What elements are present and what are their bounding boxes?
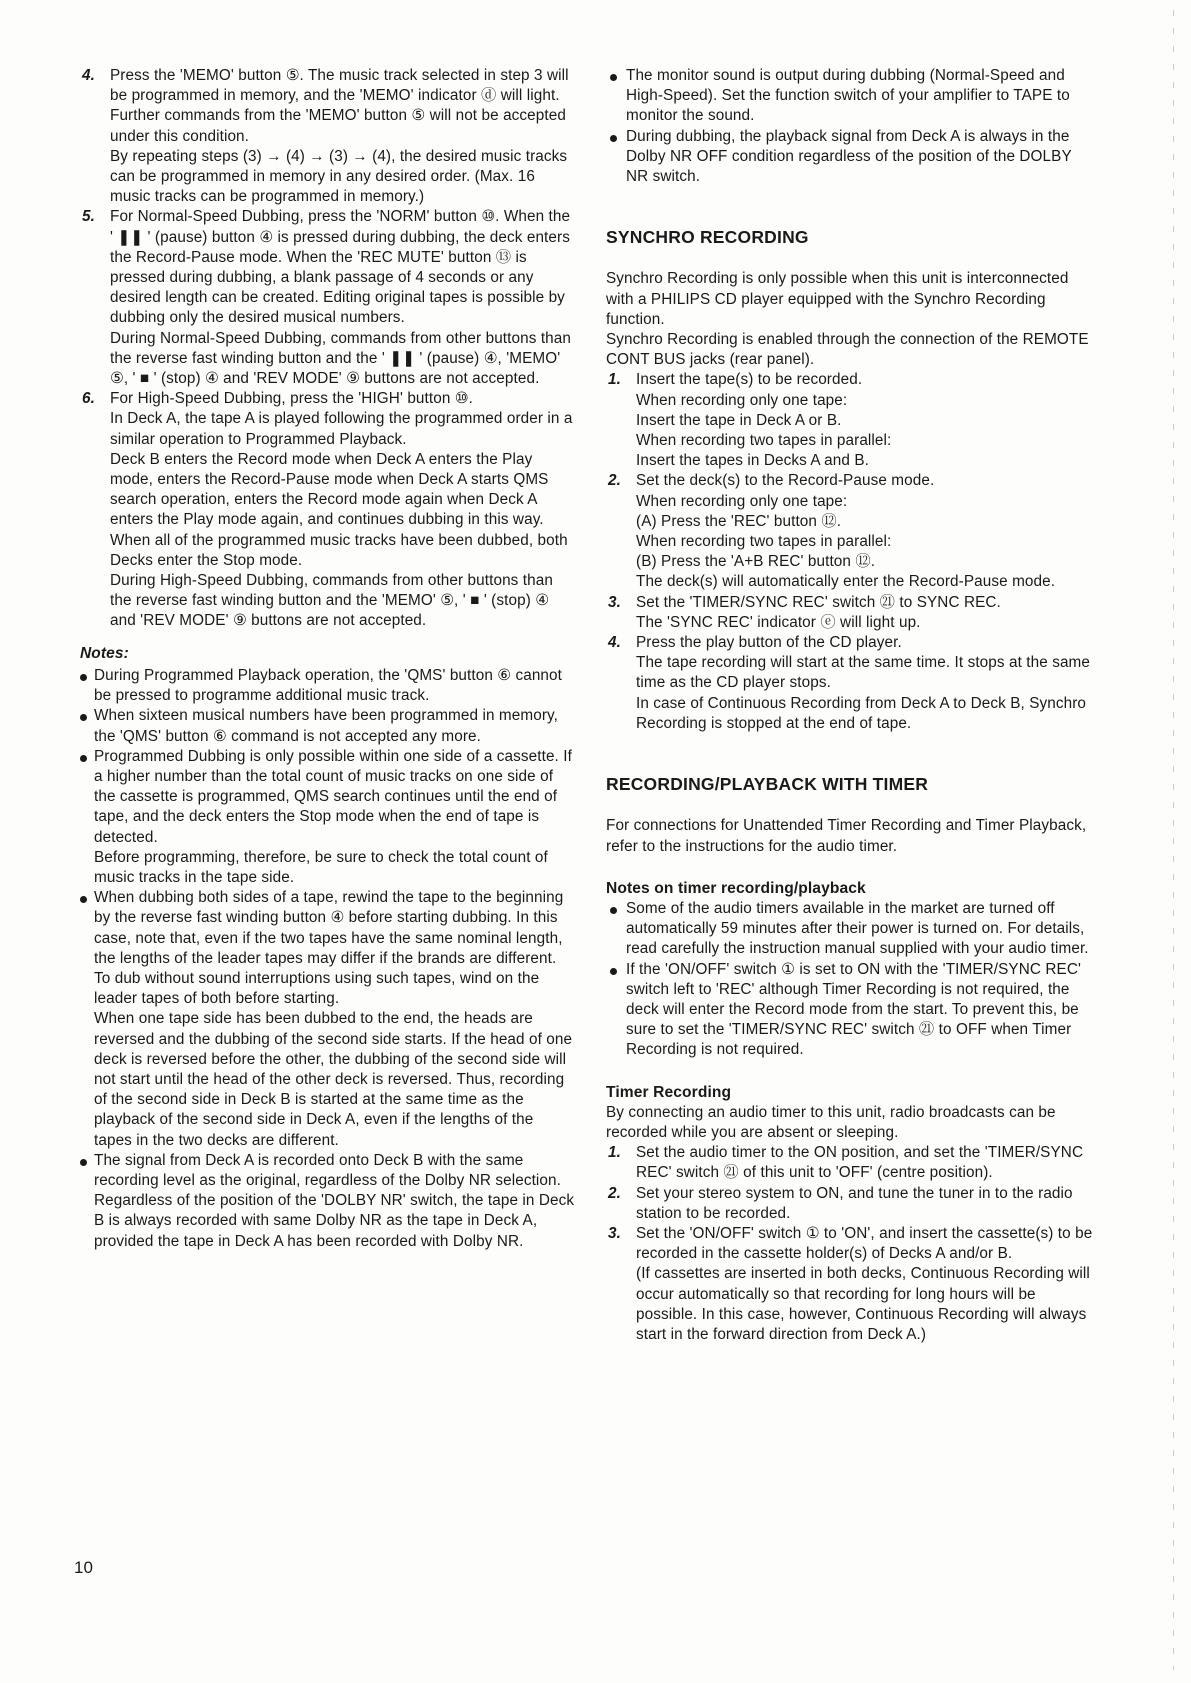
paragraph: When sixteen musical numbers have been programmed in memory, the 'QMS' button ⑥ command is not accepted any more. — [94, 707, 558, 745]
notes-heading: Notes: — [80, 644, 129, 662]
step-number: 3. — [608, 1224, 621, 1242]
paragraph: Synchro Recording is only possible when this unit is interconnected with a PHILIPS CD player equipped with the Synchro Recording function. — [606, 270, 1069, 328]
paragraph: During dubbing, the playback signal from Deck A is always in the Dolby NR OFF condition regardless of the position of the DOLBY NR switch. — [626, 127, 1072, 186]
note-item — [80, 706, 575, 746]
paragraph: The deck(s) will automatically enter the Record-Pause mode. — [636, 573, 1056, 591]
paragraph: When recording only one tape: — [636, 391, 848, 409]
step-number: 2. — [608, 472, 621, 490]
paragraph: By repeating steps (3) → (4) → (3) → (4), the desired music tracks can be programmed in memory in any desired order. (Max. 16 music tracks can be programmed in memory.) — [110, 147, 568, 206]
paragraph: For High-Speed Dubbing, press the 'HIGH' button ⑩. — [110, 390, 473, 408]
paragraph: Set your stereo system to ON, and tune the tuner in to the radio station to be recorded. — [636, 1184, 1073, 1222]
paragraph: Synchro Recording is enabled through the connection of the REMOTE CONT BUS jacks (rear panel). — [606, 331, 1089, 369]
synchro-step-4 — [606, 633, 1098, 734]
step-6 — [80, 389, 575, 631]
paragraph: (A) Press the 'REC' button ⑫. — [636, 512, 842, 530]
paragraph: The tape recording will start at the same time. It stops at the same time as the CD player stops. — [636, 654, 1091, 692]
subheading-timer-notes: Notes on timer recording/playback — [606, 879, 866, 897]
bullet-icon — [610, 135, 617, 142]
paragraph: The monitor sound is output during dubbing (Normal-Speed and High-Speed). Set the function switch of your amplifier to TAPE to monitor the sound. — [626, 67, 1070, 125]
bullet-icon — [610, 74, 617, 81]
step-number: 4. — [608, 634, 621, 652]
paragraph: To dub without sound interruptions using such tapes, wind on the leader tapes of both before starting. — [94, 969, 540, 1008]
step-number: 6. — [82, 390, 95, 408]
note-item — [80, 888, 575, 1151]
paragraph: (If cassettes are inserted in both decks, Continuous Recording will occur automatically so that recording for long hours will be possible. In this case, however, Continuous Recording will always start in the forward direction from Deck A.) — [636, 1265, 1090, 1343]
paragraph: When dubbing both sides of a tape, rewind the tape to the beginning by the reverse fast winding button ④ before starting dubbing. In this case, note that, even if the two tapes have the same nominal length, the lengths of the leader tapes may differ if the brands are different. — [94, 889, 564, 967]
paragraph: Regardless of the position of the 'DOLBY NR' switch, the tape in Deck B is always recorded with same Dolby NR as the tape in Deck A, provided the tape in Deck A has been recorded with Dolby NR. — [94, 1192, 575, 1250]
paragraph: Set the 'TIMER/SYNC REC' switch ㉑ to SYNC REC. — [636, 593, 1001, 611]
paragraph: Press the play button of the CD player. — [636, 634, 902, 652]
paragraph: Insert the tapes in Decks A and B. — [636, 452, 869, 470]
paragraph: By connecting an audio timer to this unit, radio broadcasts can be recorded while you are absent or sleeping. — [606, 1103, 1056, 1141]
paragraph: In Deck A, the tape A is played following the programmed order in a similar operation to Programmed Playback. — [110, 410, 573, 448]
paragraph: When recording only one tape: — [636, 492, 848, 510]
subheading-timer-recording: Timer Recording — [606, 1083, 732, 1101]
step-number: 5. — [82, 208, 95, 226]
paragraph: Set the 'ON/OFF' switch ① to 'ON', and insert the cassette(s) to be recorded in the cassette holder(s) of Decks A and/or B. — [636, 1224, 1093, 1263]
step-number: 3. — [608, 593, 621, 611]
bullet-icon — [610, 968, 617, 975]
paragraph: Set the audio timer to the ON position, and set the 'TIMER/SYNC REC' switch ㉑ of this unit to 'OFF' (centre position). — [636, 1144, 1084, 1182]
paragraph: Insert the tape in Deck A or B. — [636, 411, 842, 429]
paragraph: Deck B enters the Record mode when Deck A enters the Play mode, enters the Record-Pause mode when Deck A starts QMS search operation, enters the Record mode again when Deck A enters the Play mode again, and continues dubbing in this way. — [110, 450, 549, 529]
paragraph: In case of Continuous Recording from Deck A to Deck B, Synchro Recording is stopped at the end of tape. — [636, 694, 1087, 732]
synchro-step-1 — [606, 370, 1098, 471]
note-item — [80, 666, 575, 706]
paragraph: When recording two tapes in parallel: — [636, 432, 892, 450]
bullet-icon — [80, 674, 87, 681]
paragraph: During High-Speed Dubbing, commands from other buttons than the reverse fast winding button and the 'MEMO' ⑤, ' ■ ' (stop) ④ and 'REV MODE' ⑨ buttons are not accepted. — [110, 572, 553, 630]
note-item — [80, 747, 575, 888]
dubbing-note — [606, 127, 1098, 188]
paragraph: When all of the programmed music tracks have been dubbed, both Decks enter the Stop mode. — [110, 531, 568, 569]
section-heading-timer: RECORDING/PLAYBACK WITH TIMER — [606, 774, 929, 795]
paragraph: Set the deck(s) to the Record-Pause mode. — [636, 472, 935, 490]
note-item — [80, 1151, 575, 1252]
paragraph: For connections for Unattended Timer Recording and Timer Playback, refer to the instructions for the audio timer. — [606, 817, 1087, 855]
left-column — [80, 66, 575, 1252]
step-4 — [80, 66, 575, 207]
paragraph: If the 'ON/OFF' switch ① is set to ON with the 'TIMER/SYNC REC' switch left to 'REC' although Timer Recording is not required, the deck will enter the Record mode from the start. To prevent this, be sure to set the 'TIMER/SYNC REC' switch ㉑ to OFF when Timer Recording is not required. — [626, 960, 1081, 1059]
bullet-icon — [80, 755, 87, 762]
paragraph: During Programmed Playback operation, the 'QMS' button ⑥ cannot be pressed to programme additional music track. — [94, 666, 562, 705]
page-number: 10 — [74, 1558, 93, 1577]
paragraph: When one tape side has been dubbed to the end, the heads are reversed and the dubbing of the second side starts. If the head of one deck is reversed before the other, the dubbing of the second side will not start until the head of the other deck is reversed. Thus, recording of the second side in Deck B is started at the same time as the playback of the second side in Deck A, even if the lengths of the tapes in the two decks are different. — [94, 1010, 573, 1149]
dubbing-note — [606, 66, 1098, 127]
step-5 — [80, 207, 575, 389]
step-number: 2. — [608, 1184, 621, 1202]
step-number: 1. — [608, 1144, 621, 1162]
bullet-icon — [80, 896, 87, 903]
synchro-step-3 — [606, 593, 1098, 633]
timer-step-1 — [606, 1143, 1098, 1183]
scan-edge-line — [1173, 10, 1174, 1670]
paragraph: The 'SYNC REC' indicator ⓔ will light up. — [636, 613, 921, 631]
paragraph: Programmed Dubbing is only possible within one side of a cassette. If a higher number than the total count of music tracks on one side of the cassette is programmed, QMS search continues until the end of tape, and the deck enters the Stop mode when the end of tape is detected. — [94, 747, 572, 846]
timer-note — [606, 960, 1098, 1061]
paragraph: For Normal-Speed Dubbing, press the 'NORM' button ⑩. When the ' ❚❚ ' (pause) button ④ is pressed during dubbing, the deck enters the Record-Pause mode. When the 'REC MUTE' button ⑬ is pressed during dubbing, a blank passage of 4 seconds or any desired length can be created. Editing original tapes is possible by dubbing only the desired musical numbers. — [110, 208, 571, 327]
right-column — [606, 66, 1098, 1345]
timer-note — [606, 899, 1098, 960]
step-number: 4. — [82, 67, 95, 84]
paragraph: Some of the audio timers available in the market are turned off automatically 59 minutes after their power is turned on. For details, read carefully the instruction manual supplied with your audio timer. — [626, 899, 1089, 958]
paragraph: Before programming, therefore, be sure to check the total count of music tracks in the tape side. — [94, 848, 548, 886]
step-number: 1. — [608, 371, 621, 389]
bullet-icon — [610, 907, 617, 914]
section-heading-synchro: SYNCHRO RECORDING — [606, 227, 809, 248]
bullet-icon — [80, 714, 87, 721]
bullet-icon — [80, 1159, 87, 1166]
paragraph: Press the 'MEMO' button ⑤. The music track selected in step 3 will be programmed in memory, and the 'MEMO' indicator ⓓ will light. Further commands from the 'MEMO' button ⑤ will not be accepted under this condition. — [110, 67, 569, 145]
paragraph: The signal from Deck A is recorded onto Deck B with the same recording level as the original, regardless of the Dolby NR selection. — [94, 1151, 561, 1189]
synchro-step-2 — [606, 471, 1098, 592]
paragraph: During Normal-Speed Dubbing, commands from other buttons than the reverse fast winding button and the ' ❚❚ ' (pause) ④, 'MEMO' ⑤, ' ■ ' (stop) ④ and 'REV MODE' ⑨ buttons are not accepted. — [110, 329, 571, 388]
paragraph: When recording two tapes in parallel: — [636, 533, 892, 551]
timer-step-2 — [606, 1184, 1098, 1224]
timer-step-3 — [606, 1224, 1098, 1345]
paragraph: Insert the tape(s) to be recorded. — [636, 371, 863, 389]
paragraph: (B) Press the 'A+B REC' button ⑫. — [636, 553, 876, 571]
